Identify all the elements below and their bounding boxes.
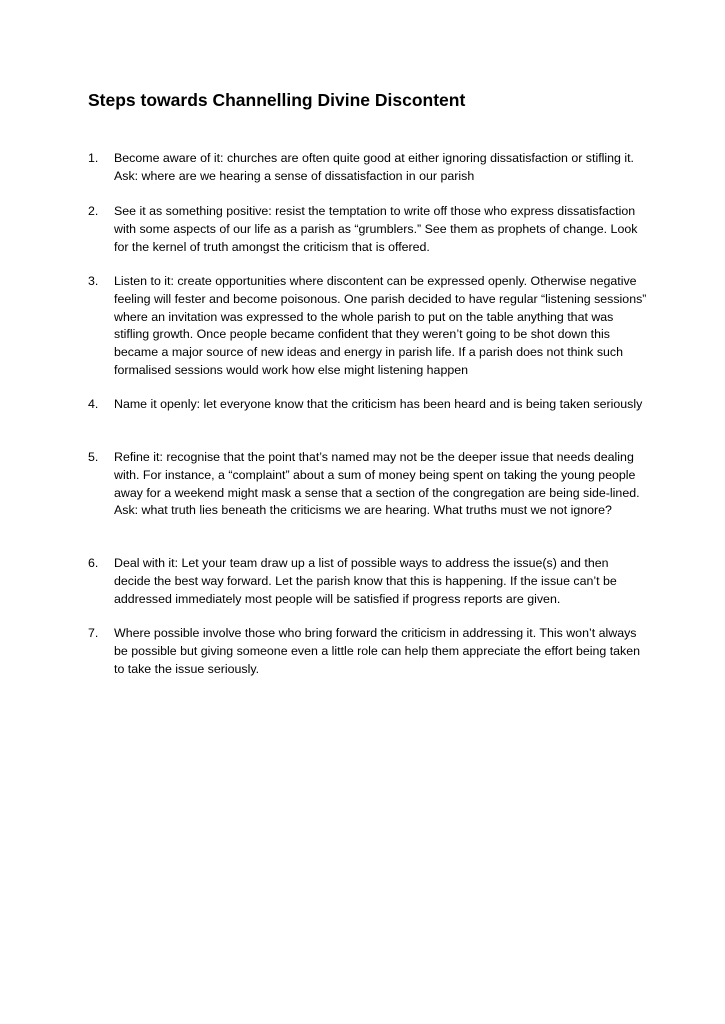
step-number: 2. [88, 204, 99, 218]
step-number: 6. [88, 556, 99, 570]
step-item-5 [88, 449, 648, 520]
step-item-4 [88, 396, 648, 414]
step-item-6 [88, 555, 648, 608]
step-item-2 [88, 203, 648, 256]
step-text: Refine it: recognise that the point that’s named may not be the deeper issue that needs dealing with. For instance, a “complaint” about a sum of money being spent on taking the young people away for a weekend might mask a sense that a section of the congregation are being side-lined. Ask: what truth lies beneath the criticisms we are hearing. What truths must we not ignore? [114, 450, 640, 518]
step-text: See it as something positive: resist the temptation to write off those who express dissatisfaction with some aspects of our life as a parish as “grumblers.” See them as prophets of change. Look for the kernel of truth amongst the criticism that is offered. [114, 204, 638, 254]
step-text: Listen to it: create opportunities where discontent can be expressed openly. Otherwise negative feeling will fester and become poisonous. One parish decided to have regular “listening sessions” where an invitation was expressed to the whole parish to put on the table anything that was stifling growth. Once people became confident that they weren’t going to be shot down this became a major source of new ideas and energy in parish life. If a parish does not think such formalised sessions would work how else might listening happen [114, 274, 647, 377]
document-title: Steps towards Channelling Divine Discontent [88, 90, 466, 110]
step-number: 3. [88, 274, 99, 288]
step-number: 1. [88, 151, 99, 165]
step-text: Become aware of it: churches are often quite good at either ignoring dissatisfaction or stifling it. Ask: where are we hearing a sense of dissatisfaction in our parish [114, 151, 635, 183]
step-item-1 [88, 150, 648, 186]
step-text: Deal with it: Let your team draw up a list of possible ways to address the issue(s) and then decide the best way forward. Let the parish know that this is happening. If the issue can’t be addressed immediately most people will be satisfied if progress reports are given. [114, 556, 617, 606]
step-text: Where possible involve those who bring forward the criticism in addressing it. This won’t always be possible but giving someone even a little role can help them appreciate the effort being taken to take the issue seriously. [114, 626, 641, 676]
step-number: 5. [88, 450, 99, 464]
step-item-7 [88, 625, 648, 678]
step-number: 7. [88, 626, 99, 640]
step-number: 4. [88, 397, 99, 411]
step-text: Name it openly: let everyone know that the criticism has been heard and is being taken seriously [114, 397, 643, 411]
step-item-3 [88, 273, 648, 380]
